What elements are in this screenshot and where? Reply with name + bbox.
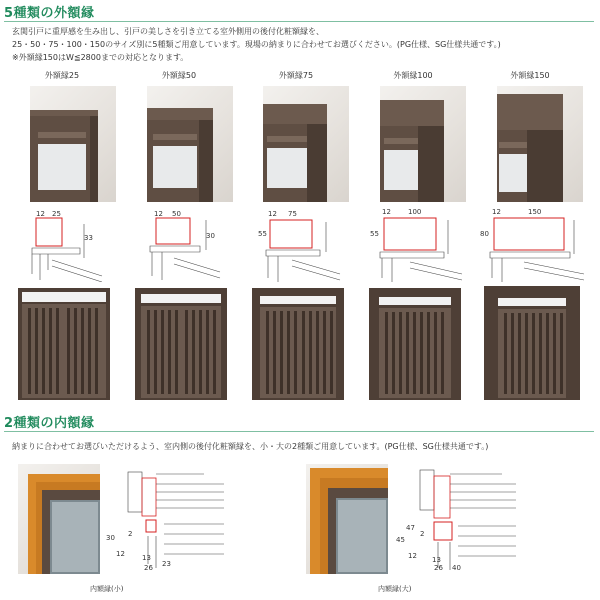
outer-frame-section-title: 5種類の外額縁 <box>4 6 95 21</box>
inner-frame-large-photo <box>306 464 388 574</box>
dim-label: 55 <box>370 230 379 238</box>
dim-label: 45 <box>396 536 405 544</box>
inner-frame-small-photo <box>18 464 100 574</box>
col-label-150: 外額縁150 <box>510 71 550 80</box>
dim-label: 50 <box>172 210 181 218</box>
col-label-100: 外額縁100 <box>393 71 433 80</box>
dim-label: 33 <box>84 234 93 242</box>
dim-label: 13 <box>432 556 441 564</box>
section-divider <box>4 431 594 432</box>
outer-frame-150-photo <box>497 86 583 202</box>
outer-frame-75-photo <box>263 86 349 202</box>
outer-frame-150-section-drawing <box>480 206 592 284</box>
inner-frame-large-section-drawing <box>392 464 524 574</box>
door-elevation-150 <box>484 286 580 400</box>
dim-label: 12 <box>408 552 417 560</box>
inner-frame-section-title: 2種類の内額縁 <box>4 416 95 431</box>
dim-label: 80 <box>480 230 489 238</box>
outer-frame-25-photo <box>30 86 116 202</box>
col-label-25: 外額縁25 <box>44 71 80 80</box>
outer-frame-50-photo <box>147 86 233 202</box>
dim-label: 12 <box>268 210 277 218</box>
dim-label: 12 <box>492 208 501 216</box>
outer-note: ※外額縁150はW≦2800までの対応となります。 <box>12 53 189 62</box>
dim-label: 13 <box>142 554 151 562</box>
inner-frame-small-section-drawing <box>104 464 236 574</box>
door-elevation-100 <box>369 288 461 400</box>
outer-frame-100-photo <box>380 86 466 202</box>
col-label-50: 外額縁50 <box>161 71 197 80</box>
dim-label: 47 <box>406 524 415 532</box>
dim-label: 12 <box>154 210 163 218</box>
dim-label: 12 <box>116 550 125 558</box>
outer-desc-line-1: 玄関引戸に重厚感を生み出し、引戸の美しさを引き立てる室外側用の後付化粧額縁を、 <box>12 27 324 36</box>
dim-label: 25 <box>52 210 61 218</box>
dim-label: 12 <box>36 210 45 218</box>
dim-label: 2 <box>420 530 425 538</box>
section-divider <box>4 21 594 22</box>
col-label-75: 外額縁75 <box>278 71 314 80</box>
outer-frame-75-section-drawing <box>256 208 356 284</box>
dim-label: 2 <box>128 530 133 538</box>
dim-label: 55 <box>258 230 267 238</box>
door-elevation-50 <box>135 288 227 400</box>
inner-desc: 納まりに合わせてお選びいただけるよう、室内側の後付化粧額縁を、小・大の2種類ご用意しています。(PG仕様、SG仕様共通です。) <box>12 442 489 451</box>
dim-label: 75 <box>288 210 297 218</box>
inner-small-label: 内額縁(小) <box>90 585 124 593</box>
dim-label: 23 <box>162 560 171 568</box>
dim-label: 26 <box>144 564 153 572</box>
dim-label: 12 <box>382 208 391 216</box>
outer-desc-line-2: 25・50・75・100・150のサイズ別に5種類ご用意しています。現場の納まりに合わせてお選びください。(PG仕様、SG仕様共通です。) <box>12 40 501 49</box>
door-elevation-75 <box>252 288 344 400</box>
dim-label: 30 <box>206 232 215 240</box>
outer-frame-25-section-drawing <box>22 210 122 282</box>
dim-label: 150 <box>528 208 542 216</box>
dim-label: 100 <box>408 208 422 216</box>
outer-frame-50-section-drawing <box>140 210 240 282</box>
dim-label: 26 <box>434 564 443 572</box>
door-elevation-25 <box>18 288 110 400</box>
dim-label: 40 <box>452 564 461 572</box>
inner-large-label: 内額縁(大) <box>378 585 412 593</box>
outer-frame-100-section-drawing <box>370 206 476 284</box>
dim-label: 30 <box>106 534 115 542</box>
